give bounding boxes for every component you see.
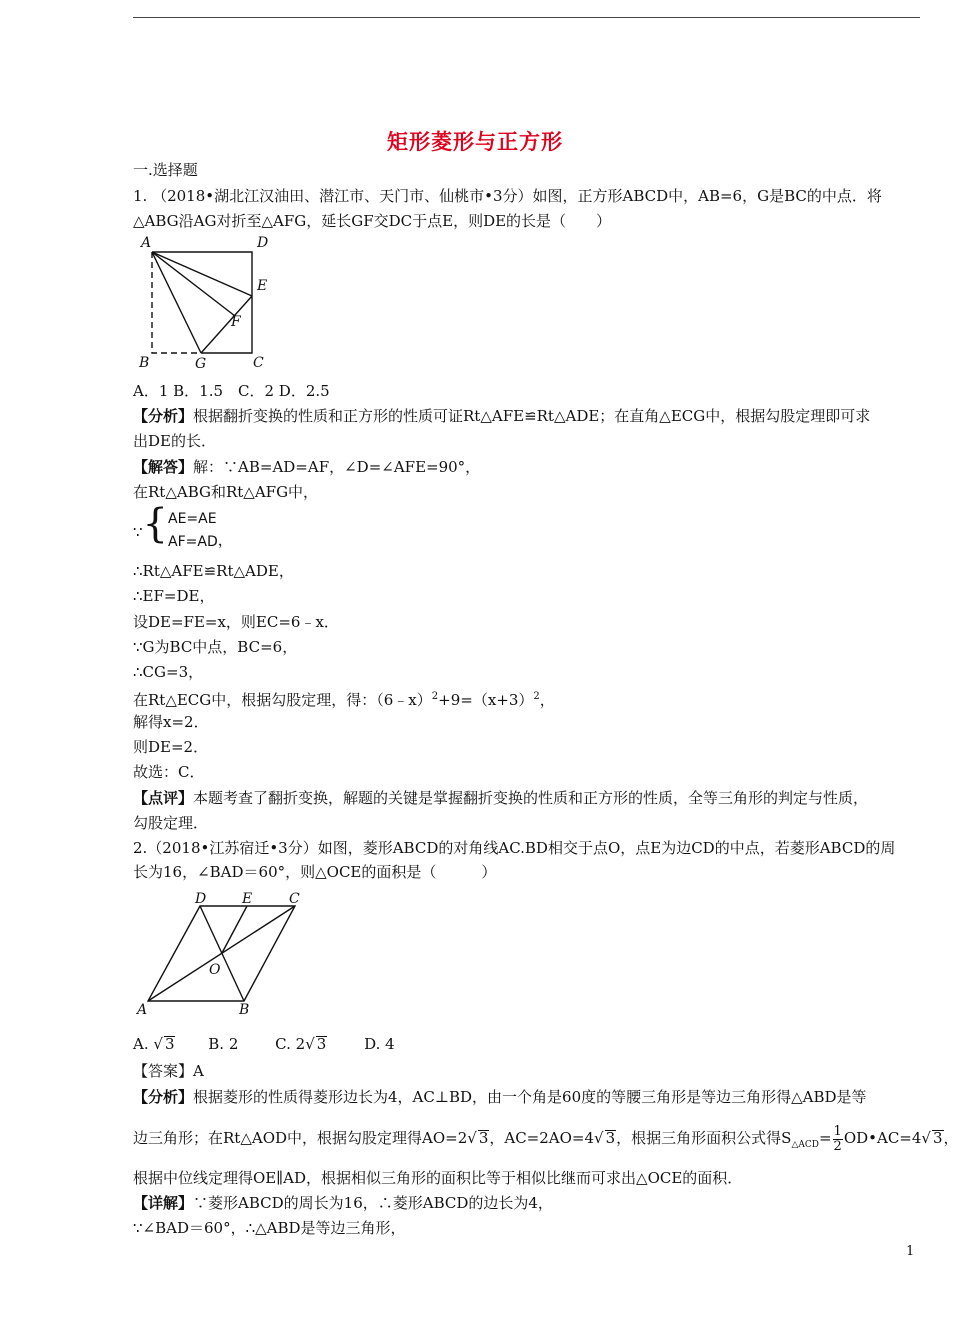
label-C: C: [253, 355, 264, 371]
system-eq1: AE=AE: [168, 511, 217, 527]
q1-solution-line1: [133, 457, 480, 477]
pyth-mid: +9=（x+3）: [438, 691, 534, 709]
analysis2-c: ，根据三角形面积公式得S: [616, 1129, 792, 1147]
q2-analysis-line1: [133, 1087, 867, 1107]
analysis2-b: ，AC=2AO=4: [489, 1129, 595, 1147]
frac-numerator: 1: [833, 1123, 842, 1139]
analysis-text: 根据菱形的性质得菱形边长为4，AC⊥BD，由一个角是60度的等腰三角形是等边三角形得△ABD是等: [193, 1088, 867, 1106]
radicand-1: 3: [478, 1129, 489, 1147]
section-heading: 一.选择题: [133, 161, 198, 179]
q2-stem-line2: 长为16，∠BAD＝60°，则△OCE的面积是（ ）: [133, 863, 497, 881]
detail-text: ∵菱形ABCD的周长为16，∴菱形ABCD的边长为4，: [193, 1194, 553, 1212]
q2-analysis-line3: 根据中位线定理得OE∥AD，根据相似三角形的面积比等于相似比继而可求出△OCE的面积．: [133, 1169, 743, 1187]
page-number: 1: [906, 1244, 915, 1259]
q1-solution-line: ∴EF=DE，: [133, 587, 215, 605]
header-rule: [133, 17, 920, 18]
pyth-end: ，: [539, 691, 555, 709]
label-B: B: [239, 1002, 250, 1018]
q1-solution-line: ∴Rt△AFE≌Rt△ADE，: [133, 562, 294, 580]
q1-stem-line1: 1. （2018•湖北江汉油田、潜江市、天门市、仙桃市•3分）如图，正方形ABCD中，AB=6，G是BC的中点．将: [133, 187, 882, 205]
label-E: E: [257, 278, 268, 294]
segment-AG: [152, 252, 201, 353]
q1-solution-line: 解得x=2．: [133, 713, 209, 731]
q1-options: A．1 B．1.5 C．2 D．2.5: [133, 382, 330, 400]
label-C: C: [289, 891, 300, 907]
analysis-tag: 【分析】: [133, 1088, 194, 1106]
equals-sign: =: [818, 1129, 832, 1147]
q2-detail-line1: [133, 1193, 553, 1213]
option-c: C. 2: [275, 1035, 306, 1053]
q1-review-line2: 勾股定理．: [133, 814, 209, 832]
q1-equation-system: [133, 501, 233, 554]
segment-AF: [152, 252, 235, 316]
radicand-3: 3: [932, 1129, 943, 1147]
segment-GE: [201, 296, 252, 353]
option-c-radicand: 3: [316, 1035, 327, 1053]
q2-answer: 【答案】A: [133, 1062, 204, 1080]
analysis2-a: 边三角形；在Rt△AOD中，根据勾股定理得AO=2: [133, 1129, 468, 1147]
diagonal-BD: [200, 906, 244, 1001]
label-B: B: [139, 355, 150, 371]
label-E: E: [242, 891, 253, 907]
q1-analysis-line1: [133, 406, 870, 426]
q2-rhombus-figure: [133, 890, 313, 1020]
pyth-sup1: 2: [431, 691, 439, 702]
option-a-radicand: 3: [164, 1035, 175, 1053]
option-a: A.: [133, 1035, 149, 1053]
q2-options: A. √ 3 B. 2 C. 2√ 3 D. 4: [133, 1035, 395, 1053]
label-O: O: [209, 962, 221, 978]
area-subscript: △ACD: [791, 1140, 819, 1150]
segment-AE: [152, 252, 252, 296]
system-comma: ，: [217, 531, 233, 549]
analysis2-e: ，: [943, 1129, 959, 1147]
square-outline-solid: [152, 252, 252, 353]
label-D: D: [195, 891, 207, 907]
analysis-text: 根据翻折变换的性质和正方形的性质可证Rt△AFE≌Rt△ADE；在直角△ECG中，根据勾股定理即可求: [193, 407, 871, 425]
label-D: D: [257, 235, 269, 251]
system-eq2: AF=AD: [168, 534, 218, 550]
review-tag: 【点评】: [133, 789, 194, 807]
q1-solution-line: ∴CG=3，: [133, 663, 204, 681]
q1-solution-line: ∵G为BC中点，BC=6，: [133, 638, 298, 656]
solution-tag: 【解答】: [133, 458, 194, 476]
label-A: A: [141, 235, 152, 251]
frac-denominator: 2: [833, 1138, 842, 1154]
q1-analysis-line2: 出DE的长．: [133, 432, 216, 450]
q1-pythagoras-line: [133, 687, 555, 710]
q1-review-line1: [133, 788, 868, 808]
pyth-sup2: 2: [533, 691, 540, 702]
pyth-text: 在Rt△ECG中，根据勾股定理，得：（6﹣x）: [133, 691, 432, 709]
label-G: G: [195, 356, 207, 372]
radicand-2: 3: [605, 1129, 616, 1147]
q1-solution-line: 则DE=2．: [133, 738, 209, 756]
review-text: 本题考查了翻折变换，解题的关键是掌握翻折变换的性质和正方形的性质，全等三角形的判定与性质，: [193, 789, 869, 807]
page-title: 矩形菱形与正方形: [387, 130, 563, 154]
q1-solution-line: 在Rt△ABG和Rt△AFG中，: [133, 483, 319, 501]
q2-detail-line2: ∵∠BAD＝60°，∴△ABD是等边三角形，: [133, 1219, 406, 1237]
segment-OE: [222, 906, 247, 953]
detail-tag: 【详解】: [133, 1194, 194, 1212]
because-symbol: ∵: [133, 523, 143, 541]
option-d: D. 4: [364, 1035, 395, 1053]
analysis2-d: OD•AC=4: [843, 1129, 922, 1147]
q1-square-figure: [133, 234, 283, 374]
option-b: B. 2: [208, 1035, 239, 1053]
analysis-tag: 【分析】: [133, 407, 194, 425]
brace-symbol: {: [142, 501, 168, 547]
label-A: A: [137, 1002, 148, 1018]
label-F: F: [231, 314, 241, 330]
q2-stem-line1: 2.（2018•江苏宿迁•3分）如图，菱形ABCD的对角线AC.BD相交于点O，点E为边CD的中点，若菱形ABCD的周: [133, 839, 896, 857]
q1-stem-line2: △ABG沿AG对折至△AFG，延长GF交DC于点E，则DE的长是（ ）: [133, 212, 612, 230]
solution-text: 解：∵AB=AD=AF，∠D=∠AFE=90°，: [193, 458, 481, 476]
q2-analysis-line2: 边三角形；在Rt△AOD中，根据勾股定理得AO=2√ 3，AC=2AO=4√ 3，根据三角形面积公式得$S_{\triangle ACD}=$ $\frac{1}{2}$ OD•AC=4√ 3，: [133, 1123, 959, 1154]
q1-solution-line: 故选：C．: [133, 763, 205, 781]
fraction-one-half: [833, 1125, 843, 1154]
q1-solution-line: 设DE=FE=x，则EC=6﹣x．: [133, 613, 339, 631]
